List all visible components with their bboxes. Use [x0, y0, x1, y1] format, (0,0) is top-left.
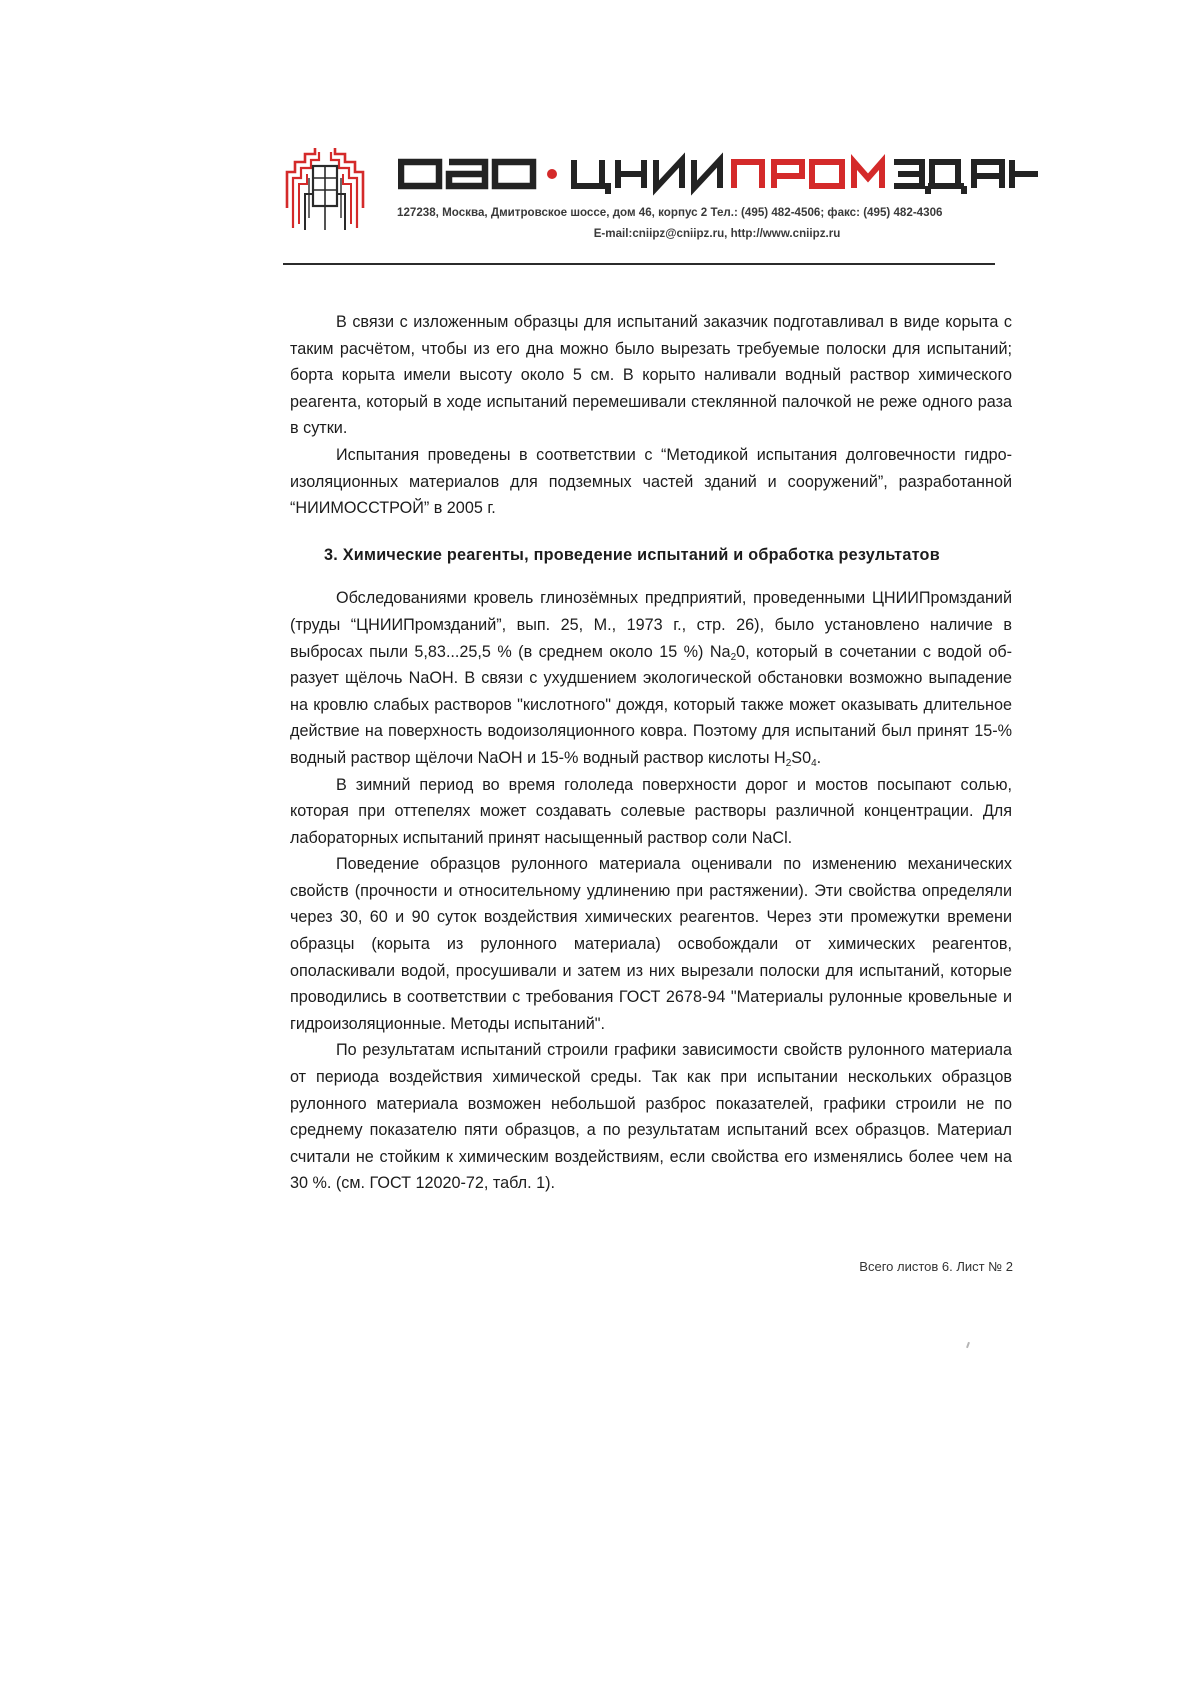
paragraph: По результатам испытаний строили графики зависимости свойств рулонного материала от периода воздействия химической среды. Так как при испытании нескольких образцов рулонного материала возможен небольшой разброс показателей, графики строили не по среднему показателю пяти образцов, а по результатам испытаний всех образцов. Материал считали не стойким к химическим воздействиям, если свойства его изменялись более чем на 30 %. (см. ГОСТ 12020-72, табл. 1). — [290, 1041, 1012, 1193]
sheet-counter: Всего листов 6. Лист № 2 — [859, 1259, 1013, 1274]
company-logotype — [398, 148, 1038, 196]
text-run: 0, который в сочетании с водой образует щёлочь NaOH. В связи с ухудшением экологической обстановки возможно выпадение на кровлю слабых растворов "кислотного" дождя, который также может оказывать длительное действие на поверхность водоизоляционного ковра. Поэтому для испытаний был принят 15-% водный раствор щёлочи NaOH и 15-% водный раствор кислоты H — [290, 642, 1012, 767]
text-run: Обследованиями кровель глинозёмных предприятий, проведенными ЦНИИПромзданий (труды “ЦНИИПромзданий”, вып. 25, М., 1973 г., стр. 26), было установлено наличие в выбросах пыли 5,83...25,5 % (в среднем около 15 %) Na — [290, 589, 1012, 661]
subscript: 4 — [811, 757, 817, 769]
email-web-line: E-mail:cniipz@cniipz.ru, http://www.cniipz.ru — [593, 227, 841, 240]
text-run: . — [816, 748, 822, 767]
header-divider — [283, 263, 995, 265]
subscript: 2 — [730, 651, 737, 663]
section-heading: 3. Химические реагенты, проведение испытаний и обработка результатов — [324, 545, 940, 564]
paragraph: Испытания проведены в соответствии с “Методикой испытания долговечности гидроизоляционных материалов для подземных частей зданий и сооружений”, разработанной “НИИМОССТРОЙ” в 2005 г. — [290, 445, 1012, 518]
text-run: S0 — [791, 748, 812, 767]
paragraph: Поведение образцов рулонного материала оценивали по изменению механических свойств (прочности и относительному удлинению при растяжении). Эти свойства определяли через 30, 60 и 90 суток воздействия химических реагентов. Через эти промежутки времени образцы (корыта из рулонного материала) освобождали от химических реагентов, ополаскивали водой, просушивали и затем из них вырезали полоски для испытаний, которые проводились в соответствии с требования ГОСТ 2678-94 "Материалы рулонные кровельные и гидроизоляционные. Методы испытаний". — [290, 855, 1012, 1033]
building-columns-logo-icon — [285, 148, 365, 230]
company-wordmark — [398, 148, 1038, 196]
paragraph: В зимний период во время гололеда поверхности дорог и мостов посыпают солью, которая при оттепелях может создавать солевые растворы различной концентрации. Для лабораторных испытаний принят насыщенный раствор соли NaCl. — [290, 775, 1012, 847]
scan-mark — [966, 1342, 970, 1348]
paragraph: В связи с изложенным образцы для испытаний заказчик подготавливал в виде корыта с таким расчётом, чтобы из его дна можно было вырезать требуемые полоски для испытаний; борта корыта имели высоту около 5 см. В корыто наливали водный раствор химического реагента, который в ходе испытаний перемешивали стеклянной палочкой не реже одного раза в сутки. — [290, 313, 1012, 438]
subscript: 2 — [785, 757, 792, 769]
document-body — [290, 309, 1012, 1197]
paragraph — [290, 585, 1012, 771]
address-line: 127238, Москва, Дмитровское шоссе, дом 46, корпус 2 Тел.: (495) 482-4506; факс: (495) 482-4306 — [397, 206, 943, 219]
